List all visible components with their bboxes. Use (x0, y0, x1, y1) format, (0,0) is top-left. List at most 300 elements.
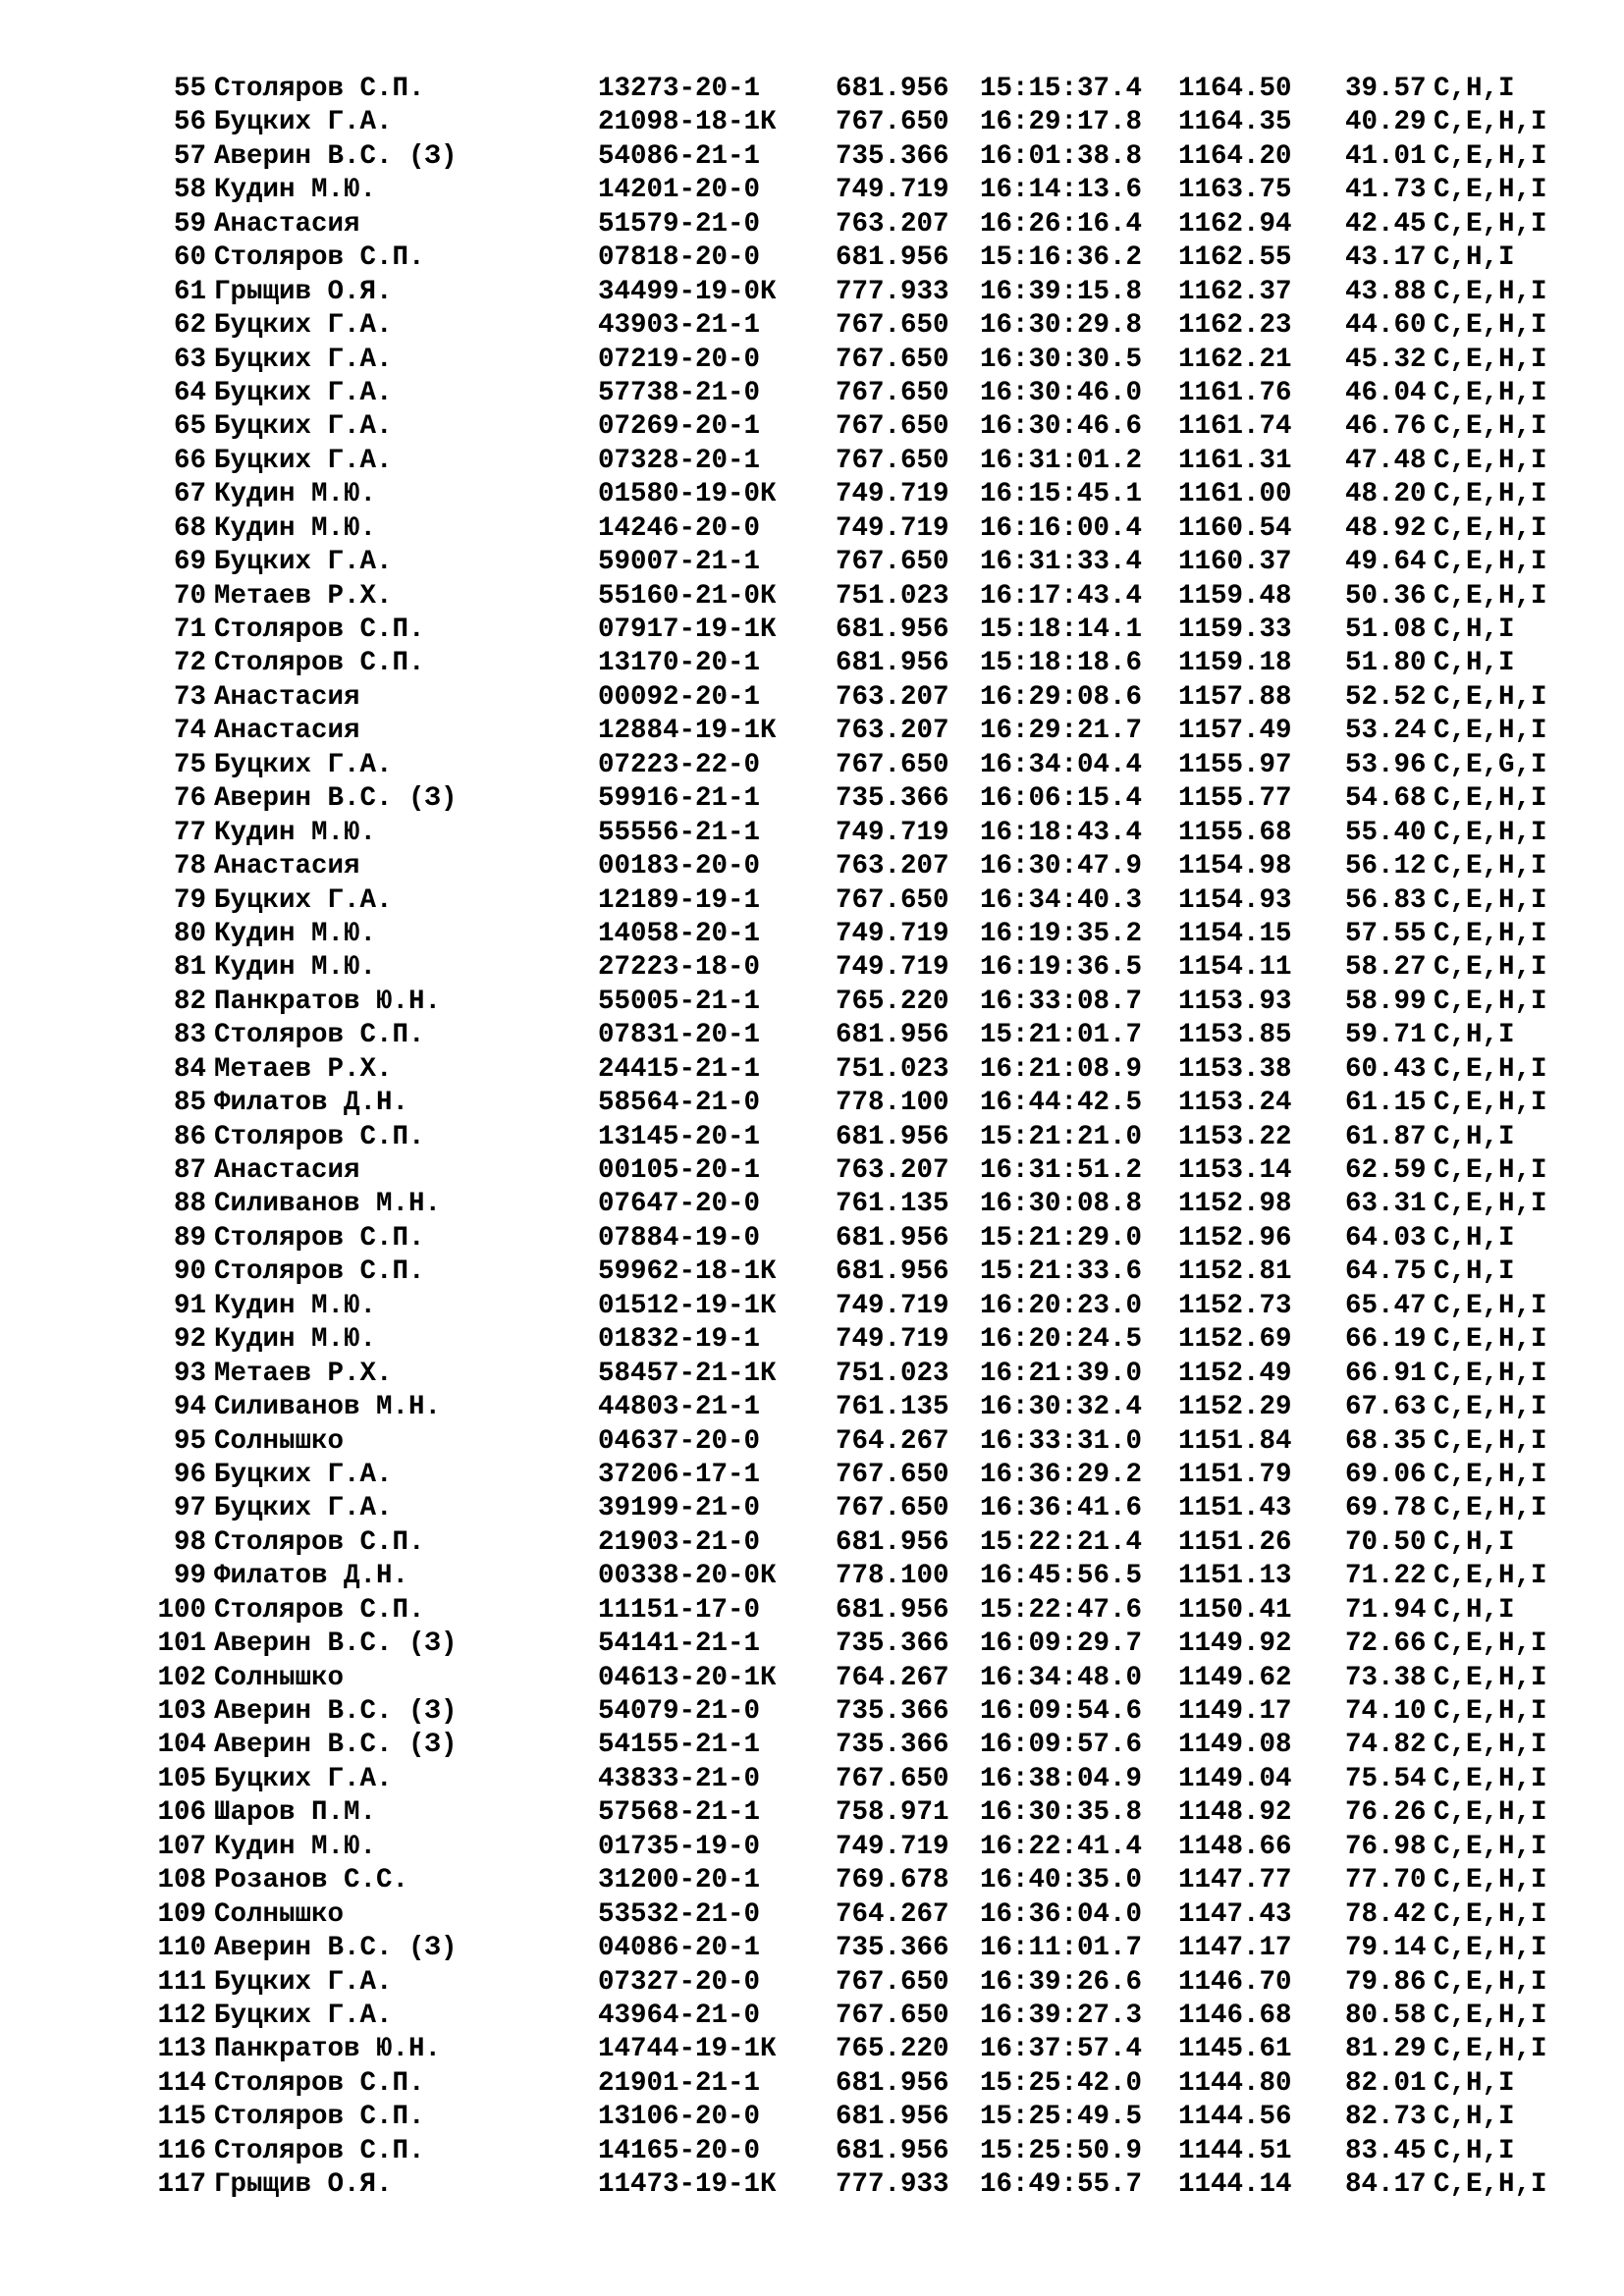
flags-cell: C,E,H,I (1434, 1966, 1547, 1998)
flags-cell: C,E,H,I (1434, 377, 1547, 408)
arrival-time-cell: 16:30:47.9 (980, 851, 1143, 882)
table-row (0, 344, 1624, 377)
points-cell: 82.73 (1345, 2102, 1427, 2133)
points-cell: 70.50 (1345, 1526, 1427, 1558)
ring-id-cell: 43903-21-1 (598, 310, 761, 342)
distance-cell: 749.719 (836, 479, 949, 510)
flags-cell: C,E,H,I (1434, 175, 1547, 206)
flags-cell: C,E,H,I (1434, 1696, 1547, 1727)
table-row (0, 1087, 1624, 1120)
distance-cell: 681.956 (836, 1020, 949, 1051)
flags-cell: C,E,H,I (1434, 1933, 1547, 1964)
table-row (0, 1932, 1624, 1965)
rank-cell: 114 (157, 2067, 206, 2099)
table-row (0, 208, 1624, 241)
ring-id-cell: 00183-20-0 (598, 851, 761, 882)
arrival-time-cell: 16:39:27.3 (980, 2000, 1143, 2031)
ring-id-cell: 04086-20-1 (598, 1933, 761, 1964)
table-row (0, 2168, 1624, 2202)
distance-cell: 681.956 (836, 614, 949, 645)
points-cell: 58.27 (1345, 952, 1427, 984)
speed-cell: 1159.33 (1178, 614, 1292, 645)
flags-cell: C,E,H,I (1434, 1561, 1547, 1592)
points-cell: 53.24 (1345, 716, 1427, 747)
flags-cell: C,E,H,I (1434, 1425, 1547, 1457)
flags-cell: C,E,H,I (1434, 344, 1547, 375)
table-row (0, 1594, 1624, 1628)
arrival-time-cell: 16:22:41.4 (980, 1831, 1143, 1862)
rank-cell: 76 (173, 783, 206, 815)
arrival-time-cell: 15:22:21.4 (980, 1526, 1143, 1558)
table-row (0, 817, 1624, 850)
ring-id-cell: 07223-22-0 (598, 749, 761, 780)
arrival-time-cell: 15:25:49.5 (980, 2102, 1143, 2133)
points-cell: 79.14 (1345, 1933, 1427, 1964)
arrival-time-cell: 16:30:30.5 (980, 344, 1143, 375)
flags-cell: C,E,H,I (1434, 411, 1547, 443)
distance-cell: 735.366 (836, 1933, 949, 1964)
arrival-time-cell: 16:09:54.6 (980, 1696, 1143, 1727)
table-row (0, 749, 1624, 782)
speed-cell: 1154.11 (1178, 952, 1292, 984)
points-cell: 82.01 (1345, 2067, 1427, 2099)
ring-id-cell: 07831-20-1 (598, 1020, 761, 1051)
arrival-time-cell: 16:45:56.5 (980, 1561, 1143, 1592)
points-cell: 73.38 (1345, 1662, 1427, 1693)
points-cell: 46.04 (1345, 377, 1427, 408)
arrival-time-cell: 16:17:43.4 (980, 580, 1143, 612)
arrival-time-cell: 16:30:35.8 (980, 1797, 1143, 1829)
flags-cell: C,E,H,I (1434, 1797, 1547, 1829)
arrival-time-cell: 16:31:33.4 (980, 547, 1143, 578)
distance-cell: 767.650 (836, 344, 949, 375)
distance-cell: 681.956 (836, 1222, 949, 1254)
arrival-time-cell: 15:15:37.4 (980, 74, 1143, 104)
distance-cell: 763.207 (836, 716, 949, 747)
table-row (0, 1796, 1624, 1830)
points-cell: 51.08 (1345, 614, 1427, 645)
speed-cell: 1147.17 (1178, 1933, 1292, 1964)
name-cell: Силиванов М.Н. (214, 1189, 442, 1220)
distance-cell: 681.956 (836, 2135, 949, 2166)
ring-id-cell: 01735-19-0 (598, 1831, 761, 1862)
points-cell: 81.29 (1345, 2034, 1427, 2065)
points-cell: 66.19 (1345, 1324, 1427, 1356)
flags-cell: C,E,H,I (1434, 1189, 1547, 1220)
arrival-time-cell: 16:30:32.4 (980, 1392, 1143, 1423)
points-cell: 72.66 (1345, 1629, 1427, 1660)
rank-cell: 87 (173, 1155, 206, 1186)
flags-cell: C,E,H,I (1434, 445, 1547, 476)
speed-cell: 1162.37 (1178, 276, 1292, 307)
table-row (0, 1459, 1624, 1492)
ring-id-cell: 21098-18-1К (598, 107, 777, 138)
flags-cell: C,H,I (1434, 614, 1515, 645)
table-row (0, 1391, 1624, 1424)
table-row (0, 782, 1624, 816)
rank-cell: 86 (173, 1121, 206, 1152)
arrival-time-cell: 16:11:01.7 (980, 1933, 1143, 1964)
distance-cell: 767.650 (836, 749, 949, 780)
ring-id-cell: 14165-20-0 (598, 2135, 761, 2166)
name-cell: Метаев Р.Х. (214, 580, 393, 612)
speed-cell: 1162.94 (1178, 208, 1292, 240)
table-row (0, 2000, 1624, 2033)
points-cell: 56.83 (1345, 884, 1427, 916)
distance-cell: 751.023 (836, 1053, 949, 1085)
ring-id-cell: 07884-19-0 (598, 1222, 761, 1254)
arrival-time-cell: 16:36:04.0 (980, 1898, 1143, 1930)
table-row (0, 1763, 1624, 1796)
points-cell: 54.68 (1345, 783, 1427, 815)
table-row (0, 1864, 1624, 1897)
rank-cell: 90 (173, 1256, 206, 1288)
flags-cell: C,H,I (1434, 648, 1515, 679)
ring-id-cell: 53532-21-0 (598, 1898, 761, 1930)
rank-cell: 98 (173, 1526, 206, 1558)
arrival-time-cell: 15:16:36.2 (980, 242, 1143, 274)
distance-cell: 758.971 (836, 1797, 949, 1829)
ring-id-cell: 07219-20-0 (598, 344, 761, 375)
speed-cell: 1162.55 (1178, 242, 1292, 274)
name-cell: Силиванов М.Н. (214, 1392, 442, 1423)
speed-cell: 1153.14 (1178, 1155, 1292, 1186)
rank-cell: 102 (157, 1662, 206, 1693)
distance-cell: 749.719 (836, 817, 949, 848)
points-cell: 51.80 (1345, 648, 1427, 679)
distance-cell: 735.366 (836, 783, 949, 815)
flags-cell: C,E,H,I (1434, 884, 1547, 916)
speed-cell: 1152.96 (1178, 1222, 1292, 1254)
distance-cell: 767.650 (836, 1763, 949, 1794)
speed-cell: 1151.79 (1178, 1459, 1292, 1490)
points-cell: 62.59 (1345, 1155, 1427, 1186)
table-row (0, 1560, 1624, 1593)
ring-id-cell: 14058-20-1 (598, 918, 761, 949)
distance-cell: 749.719 (836, 1831, 949, 1862)
speed-cell: 1145.61 (1178, 2034, 1292, 2065)
arrival-time-cell: 16:16:00.4 (980, 512, 1143, 544)
flags-cell: C,E,H,I (1434, 783, 1547, 815)
ring-id-cell: 01512-19-1К (598, 1290, 777, 1321)
arrival-time-cell: 16:29:08.6 (980, 681, 1143, 713)
distance-cell: 681.956 (836, 648, 949, 679)
distance-cell: 735.366 (836, 1696, 949, 1727)
points-cell: 55.40 (1345, 817, 1427, 848)
distance-cell: 749.719 (836, 175, 949, 206)
name-cell: Аверин В.С. (З) (214, 1933, 458, 1964)
table-row (0, 1425, 1624, 1459)
points-cell: 48.20 (1345, 479, 1427, 510)
flags-cell: C,E,G,I (1434, 749, 1547, 780)
points-cell: 46.76 (1345, 411, 1427, 443)
arrival-time-cell: 16:09:29.7 (980, 1629, 1143, 1660)
points-cell: 80.58 (1345, 2000, 1427, 2031)
name-cell: Панкратов Ю.Н. (214, 986, 442, 1017)
distance-cell: 681.956 (836, 1121, 949, 1152)
flags-cell: C,H,I (1434, 1526, 1515, 1558)
distance-cell: 749.719 (836, 952, 949, 984)
arrival-time-cell: 16:19:36.5 (980, 952, 1143, 984)
arrival-time-cell: 16:26:16.4 (980, 208, 1143, 240)
name-cell: Филатов Д.Н. (214, 1561, 409, 1592)
ring-id-cell: 07327-20-0 (598, 1966, 761, 1998)
points-cell: 41.01 (1345, 140, 1427, 172)
flags-cell: C,E,H,I (1434, 1290, 1547, 1321)
rank-cell: 116 (157, 2135, 206, 2166)
flags-cell: C,E,H,I (1434, 1088, 1547, 1119)
table-row (0, 850, 1624, 883)
distance-cell: 749.719 (836, 512, 949, 544)
distance-cell: 767.650 (836, 2000, 949, 2031)
points-cell: 44.60 (1345, 310, 1427, 342)
rank-cell: 89 (173, 1222, 206, 1254)
flags-cell: C,E,H,I (1434, 107, 1547, 138)
distance-cell: 763.207 (836, 1155, 949, 1186)
rank-cell: 106 (157, 1797, 206, 1829)
points-cell: 61.15 (1345, 1088, 1427, 1119)
arrival-time-cell: 15:22:47.6 (980, 1594, 1143, 1626)
flags-cell: C,E,H,I (1434, 918, 1547, 949)
name-cell: Столяров С.П. (214, 614, 425, 645)
speed-cell: 1155.97 (1178, 749, 1292, 780)
flags-cell: C,E,H,I (1434, 851, 1547, 882)
table-row (0, 309, 1624, 343)
rank-cell: 71 (173, 614, 206, 645)
speed-cell: 1144.14 (1178, 2169, 1292, 2201)
name-cell: Анастасия (214, 851, 360, 882)
points-cell: 53.96 (1345, 749, 1427, 780)
rank-cell: 61 (173, 276, 206, 307)
distance-cell: 764.267 (836, 1898, 949, 1930)
arrival-time-cell: 16:15:45.1 (980, 479, 1143, 510)
speed-cell: 1155.77 (1178, 783, 1292, 815)
flags-cell: C,E,H,I (1434, 1763, 1547, 1794)
speed-cell: 1161.74 (1178, 411, 1292, 443)
table-row (0, 918, 1624, 951)
table-row (0, 681, 1624, 715)
points-cell: 76.26 (1345, 1797, 1427, 1829)
points-cell: 76.98 (1345, 1831, 1427, 1862)
speed-cell: 1154.93 (1178, 884, 1292, 916)
name-cell: Анастасия (214, 1155, 360, 1186)
flags-cell: C,E,H,I (1434, 1459, 1547, 1490)
table-row (0, 614, 1624, 647)
name-cell: Кудин М.Ю. (214, 175, 377, 206)
speed-cell: 1164.35 (1178, 107, 1292, 138)
name-cell: Аверин В.С. (З) (214, 1696, 458, 1727)
speed-cell: 1152.73 (1178, 1290, 1292, 1321)
rank-cell: 62 (173, 310, 206, 342)
arrival-time-cell: 15:21:01.7 (980, 1020, 1143, 1051)
points-cell: 40.29 (1345, 107, 1427, 138)
rank-cell: 63 (173, 344, 206, 375)
arrival-time-cell: 16:40:35.0 (980, 1865, 1143, 1896)
name-cell: Солнышко (214, 1662, 345, 1693)
speed-cell: 1144.80 (1178, 2067, 1292, 2099)
rank-cell: 113 (157, 2034, 206, 2065)
rank-cell: 96 (173, 1459, 206, 1490)
table-row (0, 1358, 1624, 1391)
rank-cell: 69 (173, 547, 206, 578)
arrival-time-cell: 16:30:08.8 (980, 1189, 1143, 1220)
name-cell: Буцких Г.А. (214, 445, 393, 476)
ring-id-cell: 11473-19-1К (598, 2169, 777, 2201)
ring-id-cell: 04637-20-0 (598, 1425, 761, 1457)
flags-cell: C,E,H,I (1434, 1898, 1547, 1930)
speed-cell: 1149.92 (1178, 1629, 1292, 1660)
name-cell: Анастасия (214, 716, 360, 747)
ring-id-cell: 01580-19-0К (598, 479, 777, 510)
speed-cell: 1161.76 (1178, 377, 1292, 408)
distance-cell: 761.135 (836, 1392, 949, 1423)
flags-cell: C,E,H,I (1434, 952, 1547, 984)
name-cell: Столяров С.П. (214, 1594, 425, 1626)
ring-id-cell: 07647-20-0 (598, 1189, 761, 1220)
ring-id-cell: 43964-21-0 (598, 2000, 761, 2031)
speed-cell: 1150.41 (1178, 1594, 1292, 1626)
name-cell: Буцких Г.А. (214, 107, 393, 138)
name-cell: Буцких Г.А. (214, 1459, 393, 1490)
rank-cell: 78 (173, 851, 206, 882)
name-cell: Розанов С.С. (214, 1865, 409, 1896)
speed-cell: 1154.15 (1178, 918, 1292, 949)
table-row (0, 1154, 1624, 1188)
name-cell: Столяров С.П. (214, 2135, 425, 2166)
flags-cell: C,E,H,I (1434, 2000, 1547, 2031)
ring-id-cell: 58564-21-0 (598, 1088, 761, 1119)
arrival-time-cell: 16:33:08.7 (980, 986, 1143, 1017)
ring-id-cell: 13145-20-1 (598, 1121, 761, 1152)
flags-cell: C,E,H,I (1434, 1324, 1547, 1356)
table-row (0, 715, 1624, 748)
distance-cell: 763.207 (836, 681, 949, 713)
rank-cell: 94 (173, 1392, 206, 1423)
ring-id-cell: 55160-21-0К (598, 580, 777, 612)
points-cell: 47.48 (1345, 445, 1427, 476)
ring-id-cell: 37206-17-1 (598, 1459, 761, 1490)
rank-cell: 67 (173, 479, 206, 510)
distance-cell: 767.650 (836, 107, 949, 138)
distance-cell: 749.719 (836, 1324, 949, 1356)
table-row (0, 1966, 1624, 2000)
points-cell: 42.45 (1345, 208, 1427, 240)
speed-cell: 1160.37 (1178, 547, 1292, 578)
distance-cell: 681.956 (836, 1594, 949, 1626)
ring-id-cell: 14201-20-0 (598, 175, 761, 206)
rank-cell: 72 (173, 648, 206, 679)
distance-cell: 735.366 (836, 1629, 949, 1660)
flags-cell: C,E,H,I (1434, 310, 1547, 342)
points-cell: 64.75 (1345, 1256, 1427, 1288)
rank-cell: 80 (173, 918, 206, 949)
points-cell: 52.52 (1345, 681, 1427, 713)
ring-id-cell: 14744-19-1К (598, 2034, 777, 2065)
table-row (0, 580, 1624, 614)
flags-cell: C,H,I (1434, 1256, 1515, 1288)
table-row (0, 986, 1624, 1019)
distance-cell: 763.207 (836, 851, 949, 882)
name-cell: Столяров С.П. (214, 1020, 425, 1051)
name-cell: Анастасия (214, 208, 360, 240)
rank-cell: 88 (173, 1189, 206, 1220)
table-row (0, 1121, 1624, 1154)
arrival-time-cell: 16:18:43.4 (980, 817, 1143, 848)
speed-cell: 1161.00 (1178, 479, 1292, 510)
rank-cell: 110 (157, 1933, 206, 1964)
speed-cell: 1153.38 (1178, 1053, 1292, 1085)
points-cell: 77.70 (1345, 1865, 1427, 1896)
rank-cell: 103 (157, 1696, 206, 1727)
ring-id-cell: 58457-21-1К (598, 1358, 777, 1389)
speed-cell: 1162.21 (1178, 344, 1292, 375)
rank-cell: 97 (173, 1493, 206, 1524)
arrival-time-cell: 16:19:35.2 (980, 918, 1143, 949)
ring-id-cell: 00092-20-1 (598, 681, 761, 713)
flags-cell: C,E,H,I (1434, 2169, 1547, 2201)
ring-id-cell: 00338-20-0К (598, 1561, 777, 1592)
arrival-time-cell: 16:37:57.4 (980, 2034, 1143, 2065)
arrival-time-cell: 16:29:17.8 (980, 107, 1143, 138)
table-row (0, 951, 1624, 985)
rank-cell: 59 (173, 208, 206, 240)
results-table (0, 73, 1624, 2203)
table-row (0, 2135, 1624, 2168)
distance-cell: 681.956 (836, 2067, 949, 2099)
name-cell: Анастасия (214, 681, 360, 713)
speed-cell: 1149.08 (1178, 1730, 1292, 1761)
ring-id-cell: 21901-21-1 (598, 2067, 761, 2099)
distance-cell: 681.956 (836, 2102, 949, 2133)
name-cell: Буцких Г.А. (214, 1493, 393, 1524)
speed-cell: 1160.54 (1178, 512, 1292, 544)
name-cell: Столяров С.П. (214, 242, 425, 274)
name-cell: Грыщив О.Я. (214, 276, 393, 307)
flags-cell: C,H,I (1434, 74, 1515, 104)
name-cell: Кудин М.Ю. (214, 479, 377, 510)
points-cell: 71.94 (1345, 1594, 1427, 1626)
table-row (0, 1323, 1624, 1357)
name-cell: Солнышко (214, 1898, 345, 1930)
name-cell: Грыщив О.Я. (214, 2169, 393, 2201)
rank-cell: 91 (173, 1290, 206, 1321)
speed-cell: 1147.77 (1178, 1865, 1292, 1896)
flags-cell: C,E,H,I (1434, 716, 1547, 747)
rank-cell: 105 (157, 1763, 206, 1794)
table-row (0, 140, 1624, 174)
ring-id-cell: 31200-20-1 (598, 1865, 761, 1896)
name-cell: Аверин В.С. (З) (214, 1730, 458, 1761)
arrival-time-cell: 16:38:04.9 (980, 1763, 1143, 1794)
name-cell: Буцких Г.А. (214, 1763, 393, 1794)
flags-cell: C,E,H,I (1434, 1155, 1547, 1186)
table-row (0, 1255, 1624, 1289)
name-cell: Аверин В.С. (З) (214, 140, 458, 172)
speed-cell: 1154.98 (1178, 851, 1292, 882)
speed-cell: 1163.75 (1178, 175, 1292, 206)
table-row (0, 1628, 1624, 1661)
distance-cell: 767.650 (836, 1966, 949, 1998)
arrival-time-cell: 16:34:40.3 (980, 884, 1143, 916)
rank-cell: 66 (173, 445, 206, 476)
ring-id-cell: 24415-21-1 (598, 1053, 761, 1085)
table-row (0, 1695, 1624, 1729)
flags-cell: C,E,H,I (1434, 140, 1547, 172)
points-cell: 68.35 (1345, 1425, 1427, 1457)
distance-cell: 681.956 (836, 74, 949, 104)
speed-cell: 1153.93 (1178, 986, 1292, 1017)
name-cell: Буцких Г.А. (214, 884, 393, 916)
